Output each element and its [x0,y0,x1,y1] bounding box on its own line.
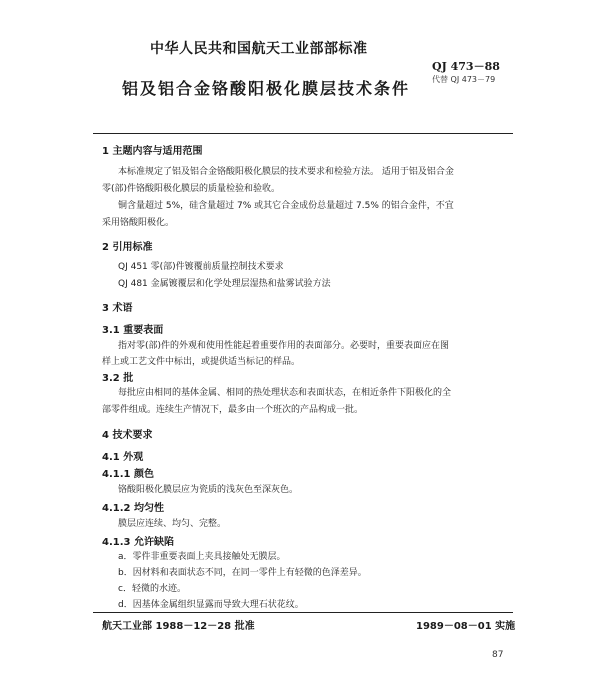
header-rule [93,133,513,134]
document-title: 铝及铝合金铬酸阳极化膜层技术条件 [122,79,411,98]
issuing-organization: 中华人民共和国航天工业部部标准 [150,41,368,57]
list-item-d: d．因基体金属组织显露而导致大理石状花纹。 [118,600,304,610]
section-3-2-heading: 3.2 批 [102,373,134,384]
standard-code: QJ 473－88 [432,60,500,73]
section-3-1-line-1: 指对零(部)件的外观和使用性能起着重要作用的表面部分。必要时，重要表面应在图 [118,341,450,351]
effective-date: 1989－08－01 实施 [416,621,516,632]
section-3-2-line-2: 部零件组成。连续生产情况下，最多由一个班次的产品构成一批。 [102,405,364,415]
section-4-1-3-heading: 4.1.3 允许缺陷 [102,537,174,548]
reference-standard-2: QJ 481 金属镀覆层和化学处理层湿热和盐雾试验方法 [118,279,331,289]
page-number: 87 [492,650,504,660]
section-3-2-line-1: 每批应由相同的基体金属、相同的热处理状态和表面状态，在相近条件下阳极化的全 [118,388,452,398]
footer-rule [93,612,513,613]
section-3-heading: 3 术语 [102,303,133,314]
section-1-paragraph-1-line-2: 零(部)件铬酸阳极化膜层的质量检验和验收。 [102,184,281,194]
section-1-paragraph-1-line-1: 本标准规定了铝及铝合金铬酸阳极化膜层的技术要求和检验方法。 适用于铝及铝合金 [118,167,454,177]
section-3-1-line-2: 样上或工艺文件中标出，或提供适当标记的样品。 [102,357,301,367]
section-2-heading: 2 引用标准 [102,242,153,253]
list-item-c: c．轻微的水迹。 [118,584,186,594]
section-4-1-heading: 4.1 外观 [102,452,144,463]
section-1-heading: 1 主题内容与适用范围 [102,146,203,157]
list-item-a: a．零件非重要表面上夹具接触处无膜层。 [118,552,286,562]
section-4-1-1-text: 铬酸阳极化膜层应为瓷质的浅灰色至深灰色。 [118,485,299,495]
reference-standard-1: QJ 451 零(部)件镀覆前质量控制技术要求 [118,262,284,272]
list-item-b: b．因材料和表面状态不同，在同一零件上有轻微的色泽差异。 [118,568,367,578]
section-1-paragraph-2-line-1: 铜含量超过 5%，硅含量超过 7% 或其它合金成份总量超过 7.5% 的铝合金件，不宜 [118,201,454,211]
section-4-1-2-text: 膜层应连续、均匀、完整。 [118,519,227,529]
approval-date: 航天工业部 1988－12－28 批准 [102,621,255,632]
section-1-paragraph-2-line-2: 采用铬酸阳极化。 [102,218,175,228]
section-3-1-heading: 3.1 重要表面 [102,325,164,336]
section-4-1-1-heading: 4.1.1 颜色 [102,469,154,480]
replaces-standard: 代替 QJ 473－79 [432,75,496,84]
section-4-1-2-heading: 4.1.2 均匀性 [102,503,164,514]
section-4-heading: 4 技术要求 [102,430,153,441]
